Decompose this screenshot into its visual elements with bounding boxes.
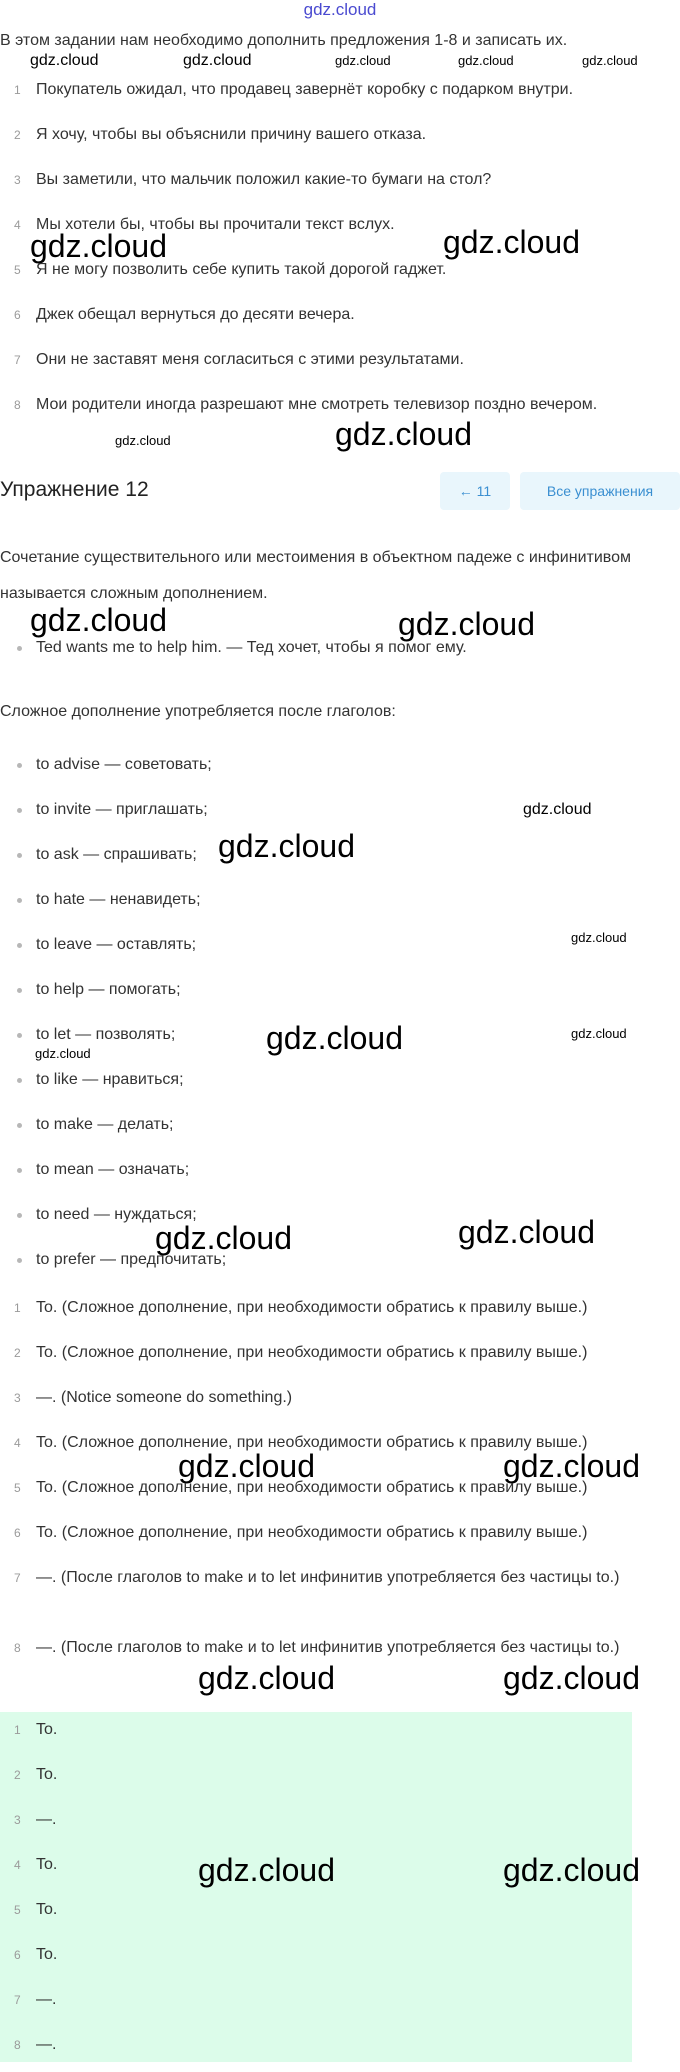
item-number: 4 <box>14 1858 21 1872</box>
item-text: To. <box>36 1946 58 1963</box>
watermark: gdz.cloud <box>183 52 252 69</box>
item-text: Джек обещал вернуться до десяти вечера. <box>36 306 355 323</box>
item-text: —. <box>36 1991 57 2008</box>
watermark: gdz.cloud <box>218 828 355 864</box>
list-item <box>0 1335 680 1380</box>
watermark: gdz.cloud <box>571 1026 627 1041</box>
item-text: to ask — спрашивать; <box>36 846 197 863</box>
list-item <box>0 1892 680 1937</box>
watermark: gdz.cloud <box>30 602 167 638</box>
item-number: 6 <box>14 1526 21 1540</box>
item-text: to leave — оставлять; <box>36 936 197 953</box>
item-number: 5 <box>14 1903 21 1917</box>
item-number: 8 <box>14 1641 21 1655</box>
item-number: 7 <box>14 353 21 367</box>
list-item <box>0 1802 680 1847</box>
item-text: To. <box>36 1766 58 1783</box>
bullet-icon <box>17 646 22 651</box>
item-number: 2 <box>14 1346 21 1360</box>
item-number: 1 <box>14 1723 21 1737</box>
item-text: to advise — советовать; <box>36 756 212 773</box>
item-number: 4 <box>14 218 21 232</box>
item-text: Покупатель ожидал, что продавец завернёт коробку с подарком внутри. <box>36 81 574 98</box>
item-number: 6 <box>14 308 21 322</box>
item-number: 5 <box>14 1481 21 1495</box>
list-item <box>0 2027 680 2072</box>
watermark: gdz.cloud <box>523 801 592 818</box>
item-number: 2 <box>14 128 21 142</box>
task-intro: В этом задании нам необходимо дополнить предложения 1-8 и записать их. <box>0 32 568 49</box>
list-item <box>0 1712 680 1757</box>
item-text: To. (Сложное дополнение, при необходимости обратись к правилу выше.) <box>36 1344 588 1361</box>
watermark: gdz.cloud <box>198 1852 335 1888</box>
item-text: To. (Сложное дополнение, при необходимости обратись к правилу выше.) <box>36 1479 588 1496</box>
item-number: 6 <box>14 1948 21 1962</box>
exercise-header <box>0 472 680 514</box>
answer-list <box>0 1712 680 2072</box>
prev-exercise-button[interactable]: ← 11 <box>440 472 510 510</box>
bullet-icon <box>17 1213 22 1218</box>
watermark: gdz.cloud <box>30 52 99 69</box>
watermark: gdz.cloud <box>35 1046 91 1061</box>
hint-list <box>0 1290 680 1700</box>
watermark: gdz.cloud <box>443 224 580 260</box>
list-item <box>0 1982 680 2027</box>
list-item <box>0 297 680 342</box>
list-item <box>0 882 680 927</box>
list-item <box>0 342 680 387</box>
bullet-icon <box>17 1033 22 1038</box>
item-text: to mean — означать; <box>36 1161 190 1178</box>
bullet-icon <box>17 898 22 903</box>
list-item <box>0 1515 680 1560</box>
exercise-title: Упражнение 12 <box>0 478 149 501</box>
item-text: To. <box>36 1721 58 1738</box>
list-item <box>0 1062 680 1107</box>
bullet-icon <box>17 943 22 948</box>
theory-paragraph: Сочетание существительного или местоимения в объектном падеже с инфинитивом называется сложным дополнением. <box>0 549 631 602</box>
item-text: to help — помогать; <box>36 981 181 998</box>
item-text: Мы хотели бы, чтобы вы прочитали текст вслух. <box>36 216 395 233</box>
item-text: to prefer — предпочитать; <box>36 1251 227 1268</box>
item-number: 1 <box>14 83 21 97</box>
item-text: Я хочу, чтобы вы объяснили причину вашего отказа. <box>36 126 427 143</box>
list-item <box>0 1757 680 1802</box>
item-text: to let — позволять; <box>36 1026 176 1043</box>
item-text: to invite — приглашать; <box>36 801 208 818</box>
item-text: to like — нравиться; <box>36 1071 184 1088</box>
site-logo[interactable]: gdz.cloud <box>303 0 377 19</box>
watermark: gdz.cloud <box>335 416 472 452</box>
item-number: 8 <box>14 2038 21 2052</box>
bullet-icon <box>17 1078 22 1083</box>
item-text: To. <box>36 1856 58 1873</box>
item-text: —. (После глаголов to make и to let инфинитив употребляется без частицы to.) <box>36 1639 620 1656</box>
item-text: Ted wants me to help him. — Тед хочет, чтобы я помог ему. <box>36 639 467 656</box>
item-number: 3 <box>14 1813 21 1827</box>
item-number: 8 <box>14 398 21 412</box>
list-item <box>0 72 680 117</box>
item-text: To. (Сложное дополнение, при необходимости обратись к правилу выше.) <box>36 1524 588 1541</box>
watermark: gdz.cloud <box>503 1660 640 1696</box>
watermark: gdz.cloud <box>458 53 514 68</box>
item-text: Они не заставят меня согласиться с этими результатами. <box>36 351 464 368</box>
list-item <box>0 1290 680 1335</box>
list-item <box>0 1107 680 1152</box>
item-text: to make — делать; <box>36 1116 174 1133</box>
list-item <box>0 1380 680 1425</box>
list-item <box>0 972 680 1017</box>
item-number: 3 <box>14 173 21 187</box>
item-number: 7 <box>14 1571 21 1585</box>
bullet-icon <box>17 853 22 858</box>
item-text: To. <box>36 1901 58 1918</box>
item-number: 4 <box>14 1436 21 1450</box>
bullet-icon <box>17 1168 22 1173</box>
theory-paragraph-2: Сложное дополнение употребляется после глаголов: <box>0 703 396 720</box>
list-item <box>0 117 680 162</box>
item-number: 7 <box>14 1993 21 2007</box>
item-text: —. <box>36 1811 57 1828</box>
watermark: gdz.cloud <box>503 1448 640 1484</box>
watermark: gdz.cloud <box>582 53 638 68</box>
item-text: to hate — ненавидеть; <box>36 891 201 908</box>
item-text: To. (Сложное дополнение, при необходимости обратись к правилу выше.) <box>36 1434 588 1451</box>
list-item <box>0 1152 680 1197</box>
watermark: gdz.cloud <box>335 53 391 68</box>
item-text: To. (Сложное дополнение, при необходимости обратись к правилу выше.) <box>36 1299 588 1316</box>
bullet-icon <box>17 1258 22 1263</box>
watermark: gdz.cloud <box>115 433 171 448</box>
item-text: to need — нуждаться; <box>36 1206 197 1223</box>
watermark: gdz.cloud <box>571 930 627 945</box>
bullet-icon <box>17 763 22 768</box>
bullet-icon <box>17 808 22 813</box>
all-exercises-button[interactable]: Все упражнения <box>520 472 680 510</box>
list-item <box>0 162 680 207</box>
item-text: —. <box>36 2036 57 2053</box>
watermark: gdz.cloud <box>398 606 535 642</box>
item-number: 2 <box>14 1768 21 1782</box>
item-text: Мои родители иногда разрешают мне смотреть телевизор поздно вечером. <box>36 396 598 413</box>
list-item <box>0 747 680 792</box>
bullet-icon <box>17 988 22 993</box>
watermark: gdz.cloud <box>266 1020 403 1056</box>
bullet-icon <box>17 1123 22 1128</box>
item-number: 3 <box>14 1391 21 1405</box>
watermark: gdz.cloud <box>198 1660 335 1696</box>
item-text: —. (После глаголов to make и to let инфинитив употребляется без частицы to.) <box>36 1569 620 1586</box>
item-text: Я не могу позволить себе купить такой дорогой гаджет. <box>36 261 447 278</box>
list-item <box>0 1937 680 1982</box>
watermark: gdz.cloud <box>178 1448 315 1484</box>
item-number: 5 <box>14 263 21 277</box>
watermark: gdz.cloud <box>503 1852 640 1888</box>
item-number: 1 <box>14 1301 21 1315</box>
list-item <box>0 1560 680 1630</box>
watermark: gdz.cloud <box>458 1214 595 1250</box>
item-text: Вы заметили, что мальчик положил какие-то бумаги на стол? <box>36 171 492 188</box>
item-text: —. (Notice someone do something.) <box>36 1389 293 1406</box>
watermark: gdz.cloud <box>30 228 167 264</box>
watermark: gdz.cloud <box>155 1220 292 1256</box>
